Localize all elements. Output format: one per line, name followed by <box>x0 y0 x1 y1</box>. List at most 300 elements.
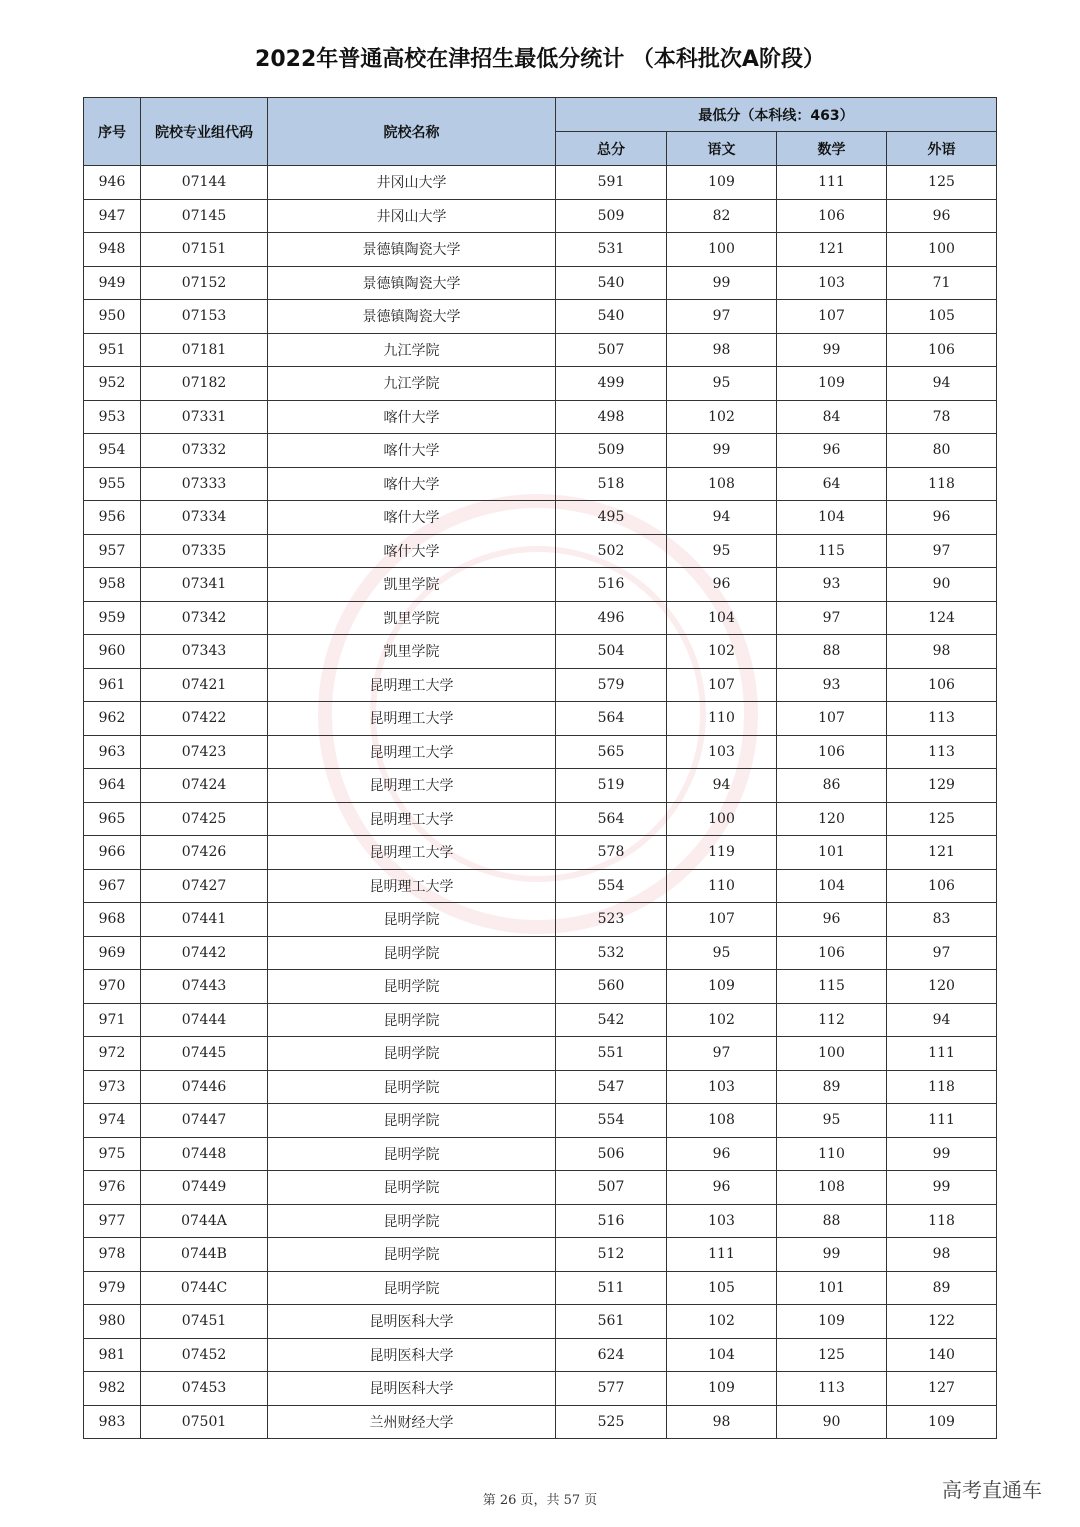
cell-math: 99 <box>777 1238 887 1272</box>
cell-math: 95 <box>777 1104 887 1138</box>
cell-foreign: 105 <box>887 300 997 334</box>
cell-index: 979 <box>84 1271 141 1305</box>
cell-total: 512 <box>556 1238 667 1272</box>
cell-code: 07422 <box>141 702 268 736</box>
cell-math: 103 <box>777 266 887 300</box>
cell-chinese: 107 <box>667 668 777 702</box>
cell-foreign: 106 <box>887 869 997 903</box>
cell-code: 07444 <box>141 1003 268 1037</box>
cell-total: 499 <box>556 367 667 401</box>
cell-foreign: 96 <box>887 501 997 535</box>
cell-code: 07332 <box>141 434 268 468</box>
cell-code: 07151 <box>141 233 268 267</box>
cell-index: 969 <box>84 936 141 970</box>
cell-code: 0744C <box>141 1271 268 1305</box>
cell-chinese: 82 <box>667 199 777 233</box>
table-row <box>84 970 997 1004</box>
cell-chinese: 100 <box>667 233 777 267</box>
page-footer: 第 26 页，共 57 页 <box>482 1493 598 1508</box>
table-row <box>84 568 997 602</box>
cell-chinese: 99 <box>667 434 777 468</box>
table-body <box>84 166 997 1439</box>
cell-chinese: 96 <box>667 568 777 602</box>
table-row <box>84 501 997 535</box>
cell-total: 495 <box>556 501 667 535</box>
cell-chinese: 110 <box>667 869 777 903</box>
cell-math: 121 <box>777 233 887 267</box>
cell-chinese: 104 <box>667 601 777 635</box>
cell-total: 506 <box>556 1137 667 1171</box>
cell-code: 07441 <box>141 903 268 937</box>
cell-total: 577 <box>556 1372 667 1406</box>
cell-math: 93 <box>777 568 887 602</box>
score-table <box>83 97 997 1439</box>
cell-school-name: 昆明学院 <box>268 936 556 970</box>
cell-chinese: 95 <box>667 367 777 401</box>
cell-school-name: 昆明理工大学 <box>268 668 556 702</box>
cell-foreign: 96 <box>887 199 997 233</box>
table-row <box>84 300 997 334</box>
cell-code: 07448 <box>141 1137 268 1171</box>
cell-foreign: 120 <box>887 970 997 1004</box>
cell-chinese: 99 <box>667 266 777 300</box>
cell-total: 578 <box>556 836 667 870</box>
cell-chinese: 107 <box>667 903 777 937</box>
cell-math: 115 <box>777 534 887 568</box>
table-row <box>84 836 997 870</box>
cell-math: 86 <box>777 769 887 803</box>
cell-school-name: 喀什大学 <box>268 400 556 434</box>
cell-school-name: 兰州财经大学 <box>268 1405 556 1439</box>
cell-school-name: 井冈山大学 <box>268 166 556 200</box>
table-row <box>84 1271 997 1305</box>
cell-chinese: 102 <box>667 635 777 669</box>
cell-chinese: 102 <box>667 1003 777 1037</box>
cell-chinese: 111 <box>667 1238 777 1272</box>
cell-foreign: 90 <box>887 568 997 602</box>
watermark-text: 高考直通车 <box>942 1478 1042 1502</box>
table-row <box>84 702 997 736</box>
cell-foreign: 118 <box>887 1070 997 1104</box>
cell-foreign: 109 <box>887 1405 997 1439</box>
cell-math: 108 <box>777 1171 887 1205</box>
cell-total: 560 <box>556 970 667 1004</box>
header-math: 数学 <box>777 132 887 166</box>
cell-school-name: 昆明学院 <box>268 1238 556 1272</box>
table-row <box>84 233 997 267</box>
cell-code: 07449 <box>141 1171 268 1205</box>
cell-chinese: 104 <box>667 1338 777 1372</box>
cell-math: 96 <box>777 434 887 468</box>
cell-index: 970 <box>84 970 141 1004</box>
cell-school-name: 景德镇陶瓷大学 <box>268 233 556 267</box>
table-row <box>84 1372 997 1406</box>
table-row <box>84 1238 997 1272</box>
cell-foreign: 99 <box>887 1171 997 1205</box>
cell-school-name: 昆明医科大学 <box>268 1338 556 1372</box>
cell-code: 07425 <box>141 802 268 836</box>
cell-total: 525 <box>556 1405 667 1439</box>
cell-total: 509 <box>556 434 667 468</box>
cell-foreign: 124 <box>887 601 997 635</box>
cell-school-name: 九江学院 <box>268 333 556 367</box>
cell-code: 07342 <box>141 601 268 635</box>
cell-chinese: 108 <box>667 467 777 501</box>
cell-foreign: 99 <box>887 1137 997 1171</box>
cell-total: 579 <box>556 668 667 702</box>
table-row <box>84 936 997 970</box>
table-row <box>84 735 997 769</box>
cell-code: 07447 <box>141 1104 268 1138</box>
cell-total: 502 <box>556 534 667 568</box>
cell-school-name: 景德镇陶瓷大学 <box>268 300 556 334</box>
cell-index: 971 <box>84 1003 141 1037</box>
cell-chinese: 103 <box>667 1070 777 1104</box>
cell-index: 947 <box>84 199 141 233</box>
cell-index: 977 <box>84 1204 141 1238</box>
cell-math: 106 <box>777 936 887 970</box>
cell-math: 93 <box>777 668 887 702</box>
cell-total: 516 <box>556 568 667 602</box>
cell-total: 509 <box>556 199 667 233</box>
cell-chinese: 103 <box>667 735 777 769</box>
cell-chinese: 108 <box>667 1104 777 1138</box>
table-row <box>84 1204 997 1238</box>
cell-index: 956 <box>84 501 141 535</box>
cell-total: 498 <box>556 400 667 434</box>
cell-chinese: 94 <box>667 501 777 535</box>
cell-code: 07423 <box>141 735 268 769</box>
cell-total: 554 <box>556 869 667 903</box>
cell-code: 07445 <box>141 1037 268 1071</box>
cell-school-name: 景德镇陶瓷大学 <box>268 266 556 300</box>
table-row <box>84 1171 997 1205</box>
cell-code: 07144 <box>141 166 268 200</box>
cell-math: 107 <box>777 300 887 334</box>
cell-chinese: 95 <box>667 936 777 970</box>
cell-code: 07331 <box>141 400 268 434</box>
cell-total: 518 <box>556 467 667 501</box>
table-row <box>84 601 997 635</box>
cell-foreign: 106 <box>887 333 997 367</box>
table-row <box>84 199 997 233</box>
cell-school-name: 喀什大学 <box>268 434 556 468</box>
header-chinese: 语文 <box>667 132 777 166</box>
cell-school-name: 凯里学院 <box>268 568 556 602</box>
cell-total: 624 <box>556 1338 667 1372</box>
page-title: 2022年普通高校在津招生最低分统计 （本科批次A阶段） <box>255 47 825 72</box>
cell-school-name: 昆明学院 <box>268 1171 556 1205</box>
cell-index: 966 <box>84 836 141 870</box>
table-row <box>84 668 997 702</box>
cell-total: 547 <box>556 1070 667 1104</box>
table-row <box>84 367 997 401</box>
cell-total: 564 <box>556 702 667 736</box>
cell-school-name: 凯里学院 <box>268 601 556 635</box>
cell-code: 07334 <box>141 501 268 535</box>
cell-chinese: 94 <box>667 769 777 803</box>
cell-code: 07446 <box>141 1070 268 1104</box>
cell-code: 0744B <box>141 1238 268 1272</box>
table-row <box>84 1104 997 1138</box>
cell-index: 961 <box>84 668 141 702</box>
cell-code: 07333 <box>141 467 268 501</box>
cell-school-name: 昆明学院 <box>268 903 556 937</box>
cell-math: 113 <box>777 1372 887 1406</box>
cell-index: 965 <box>84 802 141 836</box>
cell-math: 101 <box>777 1271 887 1305</box>
cell-code: 07152 <box>141 266 268 300</box>
cell-foreign: 129 <box>887 769 997 803</box>
table-row <box>84 1070 997 1104</box>
cell-code: 07181 <box>141 333 268 367</box>
cell-code: 07182 <box>141 367 268 401</box>
cell-total: 561 <box>556 1305 667 1339</box>
cell-chinese: 119 <box>667 836 777 870</box>
cell-foreign: 111 <box>887 1104 997 1138</box>
cell-index: 952 <box>84 367 141 401</box>
table-row <box>84 166 997 200</box>
cell-school-name: 喀什大学 <box>268 534 556 568</box>
cell-foreign: 83 <box>887 903 997 937</box>
cell-foreign: 111 <box>887 1037 997 1071</box>
cell-math: 125 <box>777 1338 887 1372</box>
table-row <box>84 769 997 803</box>
cell-math: 106 <box>777 735 887 769</box>
cell-index: 958 <box>84 568 141 602</box>
cell-total: 542 <box>556 1003 667 1037</box>
cell-total: 565 <box>556 735 667 769</box>
cell-total: 532 <box>556 936 667 970</box>
cell-school-name: 昆明理工大学 <box>268 802 556 836</box>
cell-index: 946 <box>84 166 141 200</box>
cell-math: 104 <box>777 501 887 535</box>
cell-index: 976 <box>84 1171 141 1205</box>
cell-total: 564 <box>556 802 667 836</box>
cell-total: 531 <box>556 233 667 267</box>
cell-school-name: 昆明学院 <box>268 1070 556 1104</box>
cell-school-name: 昆明学院 <box>268 1204 556 1238</box>
table-row <box>84 635 997 669</box>
cell-total: 507 <box>556 333 667 367</box>
cell-index: 974 <box>84 1104 141 1138</box>
cell-foreign: 125 <box>887 166 997 200</box>
cell-code: 07442 <box>141 936 268 970</box>
cell-code: 07343 <box>141 635 268 669</box>
cell-total: 496 <box>556 601 667 635</box>
table-row <box>84 869 997 903</box>
cell-code: 07335 <box>141 534 268 568</box>
cell-foreign: 125 <box>887 802 997 836</box>
cell-foreign: 100 <box>887 233 997 267</box>
cell-math: 88 <box>777 1204 887 1238</box>
cell-chinese: 103 <box>667 1204 777 1238</box>
cell-total: 519 <box>556 769 667 803</box>
cell-math: 88 <box>777 635 887 669</box>
cell-chinese: 96 <box>667 1137 777 1171</box>
cell-math: 84 <box>777 400 887 434</box>
cell-index: 949 <box>84 266 141 300</box>
cell-foreign: 80 <box>887 434 997 468</box>
cell-chinese: 109 <box>667 970 777 1004</box>
cell-foreign: 94 <box>887 367 997 401</box>
cell-index: 981 <box>84 1338 141 1372</box>
table-row <box>84 400 997 434</box>
cell-total: 554 <box>556 1104 667 1138</box>
cell-index: 983 <box>84 1405 141 1439</box>
cell-index: 968 <box>84 903 141 937</box>
cell-school-name: 昆明医科大学 <box>268 1305 556 1339</box>
cell-index: 982 <box>84 1372 141 1406</box>
cell-foreign: 97 <box>887 936 997 970</box>
cell-total: 591 <box>556 166 667 200</box>
cell-school-name: 昆明学院 <box>268 1104 556 1138</box>
header-foreign: 外语 <box>887 132 997 166</box>
table-row <box>84 266 997 300</box>
table-row <box>84 1305 997 1339</box>
cell-foreign: 94 <box>887 1003 997 1037</box>
cell-foreign: 118 <box>887 467 997 501</box>
table-row <box>84 333 997 367</box>
cell-math: 106 <box>777 199 887 233</box>
cell-foreign: 113 <box>887 702 997 736</box>
cell-code: 07145 <box>141 199 268 233</box>
cell-school-name: 凯里学院 <box>268 635 556 669</box>
cell-math: 89 <box>777 1070 887 1104</box>
cell-chinese: 110 <box>667 702 777 736</box>
header-total: 总分 <box>556 132 667 166</box>
cell-total: 540 <box>556 300 667 334</box>
cell-math: 96 <box>777 903 887 937</box>
header-index: 序号 <box>84 98 141 166</box>
cell-chinese: 109 <box>667 1372 777 1406</box>
cell-foreign: 97 <box>887 534 997 568</box>
header-code: 院校专业组代码 <box>141 98 268 166</box>
cell-math: 109 <box>777 1305 887 1339</box>
table-row <box>84 1003 997 1037</box>
cell-index: 960 <box>84 635 141 669</box>
cell-index: 972 <box>84 1037 141 1071</box>
cell-code: 07451 <box>141 1305 268 1339</box>
header-name: 院校名称 <box>268 98 556 166</box>
cell-school-name: 昆明学院 <box>268 1003 556 1037</box>
cell-foreign: 106 <box>887 668 997 702</box>
cell-chinese: 97 <box>667 1037 777 1071</box>
cell-math: 99 <box>777 333 887 367</box>
cell-school-name: 九江学院 <box>268 367 556 401</box>
cell-code: 07443 <box>141 970 268 1004</box>
cell-school-name: 昆明理工大学 <box>268 735 556 769</box>
table-row <box>84 903 997 937</box>
cell-index: 955 <box>84 467 141 501</box>
cell-chinese: 98 <box>667 333 777 367</box>
cell-math: 107 <box>777 702 887 736</box>
cell-code: 07426 <box>141 836 268 870</box>
cell-math: 110 <box>777 1137 887 1171</box>
cell-total: 540 <box>556 266 667 300</box>
cell-math: 100 <box>777 1037 887 1071</box>
cell-math: 104 <box>777 869 887 903</box>
table-row <box>84 1137 997 1171</box>
cell-total: 507 <box>556 1171 667 1205</box>
cell-school-name: 昆明理工大学 <box>268 702 556 736</box>
cell-school-name: 昆明学院 <box>268 1271 556 1305</box>
cell-school-name: 昆明学院 <box>268 1037 556 1071</box>
cell-index: 980 <box>84 1305 141 1339</box>
cell-code: 07424 <box>141 769 268 803</box>
cell-index: 957 <box>84 534 141 568</box>
cell-chinese: 97 <box>667 300 777 334</box>
cell-index: 954 <box>84 434 141 468</box>
cell-index: 951 <box>84 333 141 367</box>
cell-index: 964 <box>84 769 141 803</box>
cell-foreign: 121 <box>887 836 997 870</box>
cell-chinese: 98 <box>667 1405 777 1439</box>
cell-code: 07501 <box>141 1405 268 1439</box>
cell-code: 07452 <box>141 1338 268 1372</box>
cell-math: 109 <box>777 367 887 401</box>
cell-foreign: 71 <box>887 266 997 300</box>
cell-school-name: 喀什大学 <box>268 501 556 535</box>
cell-math: 111 <box>777 166 887 200</box>
cell-foreign: 140 <box>887 1338 997 1372</box>
cell-school-name: 井冈山大学 <box>268 199 556 233</box>
cell-chinese: 105 <box>667 1271 777 1305</box>
cell-school-name: 昆明医科大学 <box>268 1372 556 1406</box>
cell-code: 07453 <box>141 1372 268 1406</box>
table-row <box>84 1338 997 1372</box>
cell-index: 953 <box>84 400 141 434</box>
cell-chinese: 109 <box>667 166 777 200</box>
cell-school-name: 昆明理工大学 <box>268 769 556 803</box>
cell-school-name: 昆明学院 <box>268 1137 556 1171</box>
table-row <box>84 534 997 568</box>
cell-foreign: 127 <box>887 1372 997 1406</box>
cell-foreign: 122 <box>887 1305 997 1339</box>
cell-index: 973 <box>84 1070 141 1104</box>
cell-school-name: 喀什大学 <box>268 467 556 501</box>
cell-foreign: 118 <box>887 1204 997 1238</box>
cell-math: 97 <box>777 601 887 635</box>
cell-index: 967 <box>84 869 141 903</box>
cell-code: 07421 <box>141 668 268 702</box>
cell-math: 101 <box>777 836 887 870</box>
cell-index: 948 <box>84 233 141 267</box>
cell-total: 523 <box>556 903 667 937</box>
cell-math: 115 <box>777 970 887 1004</box>
cell-foreign: 98 <box>887 1238 997 1272</box>
cell-chinese: 95 <box>667 534 777 568</box>
cell-foreign: 89 <box>887 1271 997 1305</box>
cell-code: 07427 <box>141 869 268 903</box>
cell-foreign: 78 <box>887 400 997 434</box>
table-row <box>84 802 997 836</box>
cell-index: 959 <box>84 601 141 635</box>
cell-school-name: 昆明理工大学 <box>268 836 556 870</box>
cell-index: 962 <box>84 702 141 736</box>
cell-index: 950 <box>84 300 141 334</box>
cell-math: 120 <box>777 802 887 836</box>
cell-chinese: 102 <box>667 400 777 434</box>
table-row <box>84 467 997 501</box>
cell-index: 975 <box>84 1137 141 1171</box>
cell-total: 551 <box>556 1037 667 1071</box>
cell-index: 978 <box>84 1238 141 1272</box>
cell-code: 07153 <box>141 300 268 334</box>
cell-foreign: 98 <box>887 635 997 669</box>
cell-total: 516 <box>556 1204 667 1238</box>
cell-foreign: 113 <box>887 735 997 769</box>
